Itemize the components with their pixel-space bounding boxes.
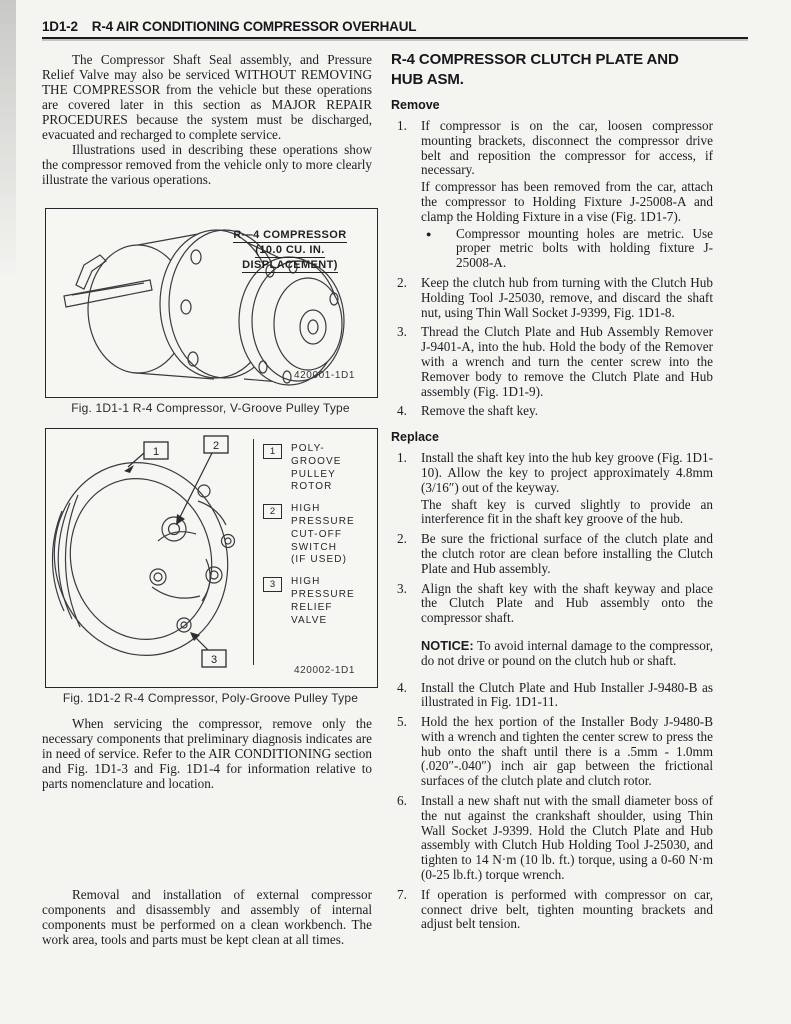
figure-2-legend bbox=[263, 443, 371, 636]
list-item-number: 2. bbox=[397, 531, 407, 547]
page-header bbox=[42, 19, 752, 34]
legend-text-line: PRESSURE bbox=[291, 588, 355, 600]
legend-entry-2 bbox=[263, 503, 371, 567]
list-item bbox=[391, 582, 713, 628]
legend-text-line: RELIEF bbox=[291, 601, 333, 613]
legend-number: 2 bbox=[263, 504, 282, 519]
figure-1-part-code: 420001-1D1 bbox=[293, 370, 355, 381]
list-item-number: 7. bbox=[397, 886, 407, 902]
figure-2-caption: Fig. 1D1-2 R-4 Compressor, Poly-Groove Pulley Type bbox=[62, 691, 359, 705]
list-item-text: Be sure the frictional surface of the clutch plate and the clutch rotor are clean before installing the Clutch Plate and Hub assembly. bbox=[421, 531, 713, 576]
list-item bbox=[391, 276, 713, 322]
legend-text-line: HIGH bbox=[291, 576, 321, 588]
list-item bbox=[391, 681, 713, 713]
list-item-text: Install the shaft key into the hub key groove (Fig. 1D1-10). Allow the key to project approximately 4.8mm (3/16″) out of the keyway. bbox=[421, 450, 713, 495]
list-item-text: If operation is performed with compressor on car, connect drive belt, tighten mounting brackets and adjust belt tension. bbox=[421, 886, 713, 932]
scan-shadow bbox=[0, 0, 16, 280]
legend-text-line: HIGH bbox=[291, 503, 321, 515]
list-item-number: 2. bbox=[397, 274, 407, 290]
notice-label: NOTICE: bbox=[421, 637, 474, 653]
list-item-text: Remove the shaft key. bbox=[421, 403, 539, 419]
callout-2: 2 bbox=[212, 440, 220, 452]
header-rule bbox=[42, 37, 748, 39]
list-item-number: 5. bbox=[397, 714, 407, 730]
legend-text-line: GROOVE bbox=[291, 455, 342, 467]
list-item bbox=[391, 404, 713, 421]
list-item-number: 3. bbox=[397, 324, 407, 340]
list-item-text: The shaft key is curved slightly to provide an interference fit in the shaft key groove of the hub. bbox=[421, 496, 713, 527]
list-item-number: 1. bbox=[397, 118, 407, 133]
bullet-text: Compressor mounting holes are metric. Use proper metric bolts with holding fixture J-25008-A. bbox=[456, 225, 713, 271]
figure-1-caption: Fig. 1D1-1 R-4 Compressor, V-Groove Pulley Type bbox=[71, 401, 350, 415]
list-item bbox=[391, 119, 713, 273]
list-item bbox=[391, 325, 713, 401]
figure-1-label-line: DISPLACEMENT) bbox=[242, 259, 338, 271]
legend-text-line: ROTOR bbox=[291, 481, 333, 493]
left-column-bottom bbox=[42, 887, 372, 947]
list-item bbox=[391, 532, 713, 578]
list-item bbox=[391, 715, 713, 791]
legend-divider bbox=[253, 439, 254, 665]
paragraph: When servicing the compressor, remove only the necessary components that preliminary diagnosis indicates are in need of service. Refer to the AIR CONDITIONING section and Fig. 1D1-3 and Fig. 1D1-4 for information relative to parts nomenclature and location. bbox=[42, 716, 372, 791]
left-column bbox=[42, 52, 372, 187]
list-item-text: Thread the Clutch Plate and Hub Assembly Remover J-9401-A, into the hub. Hold the body of the Remover with a wrench and turn the center screw into the Remover body to remove the Clutch Plate and Hub assembly (Fig. 1D1-9). bbox=[421, 324, 713, 399]
legend-entry-3 bbox=[263, 576, 371, 627]
legend-text-line: PRESSURE bbox=[291, 515, 355, 527]
left-column-lower bbox=[42, 716, 372, 791]
paragraph: The Compressor Shaft Seal assembly, and Pressure Relief Valve may also be serviced WITHOUT REMOVING THE COMPRESSOR from the vehicle but these operations are covered later in this section as MAJOR REPAIR PROCEDURES because the system must be discharged, evacuated and recharged to complete service. bbox=[42, 52, 372, 142]
list-item-text: Install a new shaft nut with the small diameter boss of the nut against the crankshaft shoulder, using Thin Wall Socket J-9399. Hold the Clutch Plate and Hub assembly with Clutch Hub Holding Tool J-25030, and tighten to 14 N·m (10 lb. ft.) torque, using a 0-60 N·m (0-25 lb.ft.) torque wrench. bbox=[421, 793, 713, 883]
notice-block bbox=[391, 639, 713, 669]
figure-1d1-1 bbox=[45, 208, 378, 398]
list-item-text: Install the Clutch Plate and Hub Installer J-9480-B as illustrated in Fig. 1D1-11. bbox=[421, 679, 713, 710]
list-item-text: Hold the hex portion of the Installer Body J-9480-B with a wrench and tighten the center screw to press the hub onto the shaft until there is a .5mm - 1.0mm (.020″-.040″) inch air gap between the frictional surfaces of the clutch plate and clutch rotor. bbox=[421, 714, 713, 789]
legend-text-line: CUT-OFF bbox=[291, 528, 343, 540]
paragraph: Removal and installation of external compressor components and disassembly and assembly of internal components must be performed on a clean workbench. The work area, tools and parts must be kept clean at all times. bbox=[42, 887, 372, 947]
legend-text-line: SWITCH bbox=[291, 541, 338, 553]
list-item-text: Align the shaft key with the shaft keyway and place the Clutch Plate and Hub assembly onto the compressor shaft. bbox=[421, 580, 713, 626]
legend-text-line: (IF USED) bbox=[291, 554, 348, 566]
replace-subheading: Replace bbox=[391, 430, 439, 445]
figure-1-label-line: R—4 COMPRESSOR bbox=[233, 229, 347, 241]
legend-text-line: VALVE bbox=[291, 614, 328, 626]
list-item bbox=[391, 451, 713, 529]
bullet-item bbox=[421, 227, 713, 271]
paragraph: Illustrations used in describing these operations show the compressor removed from the vehicle only to more clearly illustrate the various operations. bbox=[42, 142, 372, 187]
list-item-number: 6. bbox=[397, 793, 407, 809]
legend-text-line: PULLEY bbox=[291, 468, 336, 480]
legend-entry-1 bbox=[263, 443, 371, 494]
callout-3: 3 bbox=[210, 654, 218, 666]
list-item-text: If compressor is on the car, loosen compressor mounting brackets, disconnect the compressor drive belt and reposition the compressor for access, if necessary. bbox=[421, 118, 713, 178]
bullet-marker: ● bbox=[426, 228, 432, 239]
notice-text: To avoid internal damage to the compressor, do not drive or pound on the clutch hub or shaft. bbox=[421, 637, 713, 668]
remove-subheading: Remove bbox=[391, 98, 440, 112]
figure-1d1-2 bbox=[45, 428, 378, 688]
list-item bbox=[391, 794, 713, 885]
legend-number: 1 bbox=[263, 444, 282, 459]
right-column bbox=[391, 50, 713, 937]
legend-text-line: POLY- bbox=[291, 443, 325, 454]
section-heading: R-4 COMPRESSOR CLUTCH PLATE AND HUB ASM. bbox=[391, 51, 679, 88]
legend-number: 3 bbox=[263, 577, 282, 592]
callout-1: 1 bbox=[152, 446, 160, 458]
list-item-text: Keep the clutch hub from turning with the Clutch Hub Holding Tool J-25030, remove, and discard the shaft nut, using Thin Wall Socket J-9399, Fig. 1D1-8. bbox=[421, 274, 713, 320]
list-item bbox=[391, 888, 713, 934]
list-item-number: 4. bbox=[397, 403, 407, 419]
list-item-number: 4. bbox=[397, 679, 407, 695]
list-item-number: 3. bbox=[397, 580, 407, 596]
figure-2-part-code: 420002-1D1 bbox=[293, 665, 355, 676]
page-number: 1D1-2 bbox=[42, 19, 78, 34]
list-item-number: 1. bbox=[397, 450, 407, 466]
figure-1-label-line: (10.0 CU. IN. bbox=[255, 244, 325, 256]
figure-1-label bbox=[214, 228, 366, 273]
page-title: R-4 AIR CONDITIONING COMPRESSOR OVERHAUL bbox=[91, 19, 417, 34]
list-item-text: If compressor has been removed from the car, attach the compressor to Holding Fixture J-25008-A and clamp the Holding Fixture in a vise (Fig. 1D1-7). bbox=[421, 179, 713, 224]
